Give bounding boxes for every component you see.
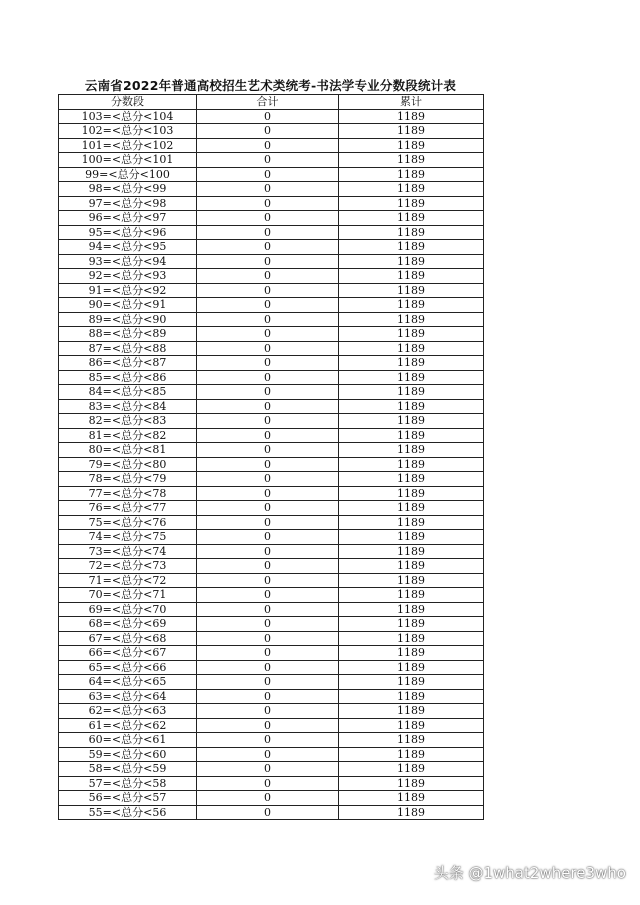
table-row [59,283,484,298]
table-row [59,240,484,255]
cell-score-range: 84=<总分<85 [59,385,197,400]
table-row [59,544,484,559]
cell-score-range: 102=<总分<103 [59,124,197,139]
cell-count: 0 [197,805,339,820]
cell-cumulative: 1189 [339,675,484,690]
cell-count: 0 [197,414,339,429]
cell-count: 0 [197,457,339,472]
cell-cumulative: 1189 [339,312,484,327]
cell-count: 0 [197,327,339,342]
cell-score-range: 58=<总分<59 [59,762,197,777]
cell-score-range: 83=<总分<84 [59,399,197,414]
cell-cumulative: 1189 [339,588,484,603]
cell-cumulative: 1189 [339,356,484,371]
table-row [59,327,484,342]
cell-cumulative: 1189 [339,660,484,675]
cell-count: 0 [197,602,339,617]
table-row [59,428,484,443]
cell-score-range: 67=<总分<68 [59,631,197,646]
cell-count: 0 [197,196,339,211]
document-title: 云南省2022年普通高校招生艺术类统考-书法学专业分数段统计表 [84,78,457,93]
cell-count: 0 [197,167,339,182]
cell-cumulative: 1189 [339,747,484,762]
table-row [59,689,484,704]
cell-count: 0 [197,443,339,458]
cell-cumulative: 1189 [339,399,484,414]
cell-count: 0 [197,370,339,385]
score-distribution-table [58,94,484,820]
cell-score-range: 82=<总分<83 [59,414,197,429]
cell-count: 0 [197,138,339,153]
cell-count: 0 [197,211,339,226]
cell-score-range: 76=<总分<77 [59,501,197,516]
cell-count: 0 [197,399,339,414]
cell-score-range: 68=<总分<69 [59,617,197,632]
cell-cumulative: 1189 [339,196,484,211]
cell-score-range: 98=<总分<99 [59,182,197,197]
table-row [59,515,484,530]
cell-score-range: 70=<总分<71 [59,588,197,603]
table-row [59,182,484,197]
cell-cumulative: 1189 [339,225,484,240]
table-row [59,341,484,356]
cell-score-range: 75=<总分<76 [59,515,197,530]
cell-count: 0 [197,501,339,516]
cell-score-range: 94=<总分<95 [59,240,197,255]
cell-cumulative: 1189 [339,762,484,777]
cell-cumulative: 1189 [339,443,484,458]
table-row [59,791,484,806]
table-row [59,602,484,617]
table-row [59,196,484,211]
table-row [59,167,484,182]
cell-count: 0 [197,718,339,733]
cell-cumulative: 1189 [339,631,484,646]
cell-cumulative: 1189 [339,718,484,733]
cell-cumulative: 1189 [339,211,484,226]
table-row [59,675,484,690]
table-row [59,646,484,661]
cell-count: 0 [197,269,339,284]
cell-cumulative: 1189 [339,515,484,530]
table-row [59,559,484,574]
cell-count: 0 [197,124,339,139]
header-count: 合计 [197,95,339,110]
table-row [59,617,484,632]
cell-score-range: 61=<总分<62 [59,718,197,733]
cell-count: 0 [197,385,339,400]
cell-cumulative: 1189 [339,327,484,342]
table-row [59,457,484,472]
cell-count: 0 [197,515,339,530]
cell-count: 0 [197,544,339,559]
table-row [59,776,484,791]
table-header [59,95,484,110]
cell-score-range: 55=<总分<56 [59,805,197,820]
cell-count: 0 [197,153,339,168]
cell-cumulative: 1189 [339,805,484,820]
cell-cumulative: 1189 [339,167,484,182]
cell-score-range: 60=<总分<61 [59,733,197,748]
cell-count: 0 [197,283,339,298]
table-row [59,370,484,385]
cell-score-range: 72=<总分<73 [59,559,197,574]
table-row [59,733,484,748]
cell-cumulative: 1189 [339,704,484,719]
table-row [59,225,484,240]
cell-count: 0 [197,631,339,646]
cell-cumulative: 1189 [339,559,484,574]
table-row [59,138,484,153]
cell-score-range: 56=<总分<57 [59,791,197,806]
cell-count: 0 [197,733,339,748]
cell-score-range: 74=<总分<75 [59,530,197,545]
cell-count: 0 [197,530,339,545]
cell-score-range: 62=<总分<63 [59,704,197,719]
cell-count: 0 [197,254,339,269]
cell-score-range: 71=<总分<72 [59,573,197,588]
cell-score-range: 79=<总分<80 [59,457,197,472]
table-row [59,312,484,327]
table-row [59,254,484,269]
table-row [59,805,484,820]
cell-score-range: 63=<总分<64 [59,689,197,704]
cell-count: 0 [197,573,339,588]
table-row [59,486,484,501]
cell-count: 0 [197,675,339,690]
cell-cumulative: 1189 [339,414,484,429]
table-row [59,631,484,646]
table-row [59,718,484,733]
cell-score-range: 96=<总分<97 [59,211,197,226]
cell-score-range: 85=<总分<86 [59,370,197,385]
cell-score-range: 86=<总分<87 [59,356,197,371]
cell-score-range: 80=<总分<81 [59,443,197,458]
cell-count: 0 [197,312,339,327]
cell-score-range: 66=<总分<67 [59,646,197,661]
cell-count: 0 [197,356,339,371]
cell-count: 0 [197,660,339,675]
cell-count: 0 [197,428,339,443]
cell-cumulative: 1189 [339,501,484,516]
watermark: 头条 @1what2where3who [433,864,626,882]
cell-count: 0 [197,689,339,704]
cell-cumulative: 1189 [339,269,484,284]
cell-cumulative: 1189 [339,486,484,501]
table-row [59,704,484,719]
cell-cumulative: 1189 [339,341,484,356]
cell-score-range: 99=<总分<100 [59,167,197,182]
header-cumulative: 累计 [339,95,484,110]
cell-count: 0 [197,182,339,197]
cell-score-range: 92=<总分<93 [59,269,197,284]
cell-score-range: 89=<总分<90 [59,312,197,327]
cell-score-range: 87=<总分<88 [59,341,197,356]
cell-cumulative: 1189 [339,617,484,632]
cell-cumulative: 1189 [339,733,484,748]
table-row [59,472,484,487]
cell-cumulative: 1189 [339,457,484,472]
cell-cumulative: 1189 [339,254,484,269]
cell-cumulative: 1189 [339,124,484,139]
table-body [59,109,484,820]
cell-cumulative: 1189 [339,385,484,400]
cell-cumulative: 1189 [339,182,484,197]
cell-count: 0 [197,298,339,313]
cell-cumulative: 1189 [339,109,484,124]
cell-count: 0 [197,341,339,356]
cell-score-range: 101=<总分<102 [59,138,197,153]
table-row [59,298,484,313]
cell-score-range: 65=<总分<66 [59,660,197,675]
cell-cumulative: 1189 [339,428,484,443]
cell-cumulative: 1189 [339,689,484,704]
cell-count: 0 [197,486,339,501]
cell-count: 0 [197,704,339,719]
table-row [59,153,484,168]
table-row [59,747,484,762]
cell-cumulative: 1189 [339,153,484,168]
cell-cumulative: 1189 [339,776,484,791]
cell-score-range: 88=<总分<89 [59,327,197,342]
cell-score-range: 59=<总分<60 [59,747,197,762]
cell-cumulative: 1189 [339,530,484,545]
cell-count: 0 [197,559,339,574]
cell-score-range: 103=<总分<104 [59,109,197,124]
cell-score-range: 91=<总分<92 [59,283,197,298]
header-score-range: 分数段 [59,95,197,110]
cell-count: 0 [197,225,339,240]
cell-score-range: 69=<总分<70 [59,602,197,617]
cell-count: 0 [197,791,339,806]
cell-count: 0 [197,747,339,762]
cell-score-range: 73=<总分<74 [59,544,197,559]
table-row [59,588,484,603]
cell-count: 0 [197,588,339,603]
cell-cumulative: 1189 [339,602,484,617]
cell-cumulative: 1189 [339,240,484,255]
cell-count: 0 [197,240,339,255]
table-row [59,356,484,371]
cell-cumulative: 1189 [339,472,484,487]
cell-count: 0 [197,617,339,632]
cell-score-range: 90=<总分<91 [59,298,197,313]
table-row [59,573,484,588]
table-row [59,762,484,777]
cell-score-range: 93=<总分<94 [59,254,197,269]
cell-count: 0 [197,776,339,791]
cell-count: 0 [197,762,339,777]
cell-score-range: 100=<总分<101 [59,153,197,168]
cell-cumulative: 1189 [339,298,484,313]
cell-count: 0 [197,472,339,487]
cell-cumulative: 1189 [339,791,484,806]
cell-cumulative: 1189 [339,646,484,661]
cell-cumulative: 1189 [339,370,484,385]
cell-count: 0 [197,646,339,661]
cell-cumulative: 1189 [339,544,484,559]
table-row [59,385,484,400]
cell-score-range: 77=<总分<78 [59,486,197,501]
table-row [59,660,484,675]
table-row [59,530,484,545]
table-row [59,124,484,139]
cell-cumulative: 1189 [339,283,484,298]
table-row [59,501,484,516]
table-row [59,269,484,284]
cell-score-range: 64=<总分<65 [59,675,197,690]
cell-count: 0 [197,109,339,124]
header-row [59,95,484,110]
cell-score-range: 78=<总分<79 [59,472,197,487]
table-row [59,414,484,429]
cell-cumulative: 1189 [339,138,484,153]
cell-cumulative: 1189 [339,573,484,588]
table-row [59,109,484,124]
cell-score-range: 97=<总分<98 [59,196,197,211]
table-row [59,211,484,226]
cell-score-range: 95=<总分<96 [59,225,197,240]
table-row [59,443,484,458]
table-row [59,399,484,414]
cell-score-range: 81=<总分<82 [59,428,197,443]
cell-score-range: 57=<总分<58 [59,776,197,791]
